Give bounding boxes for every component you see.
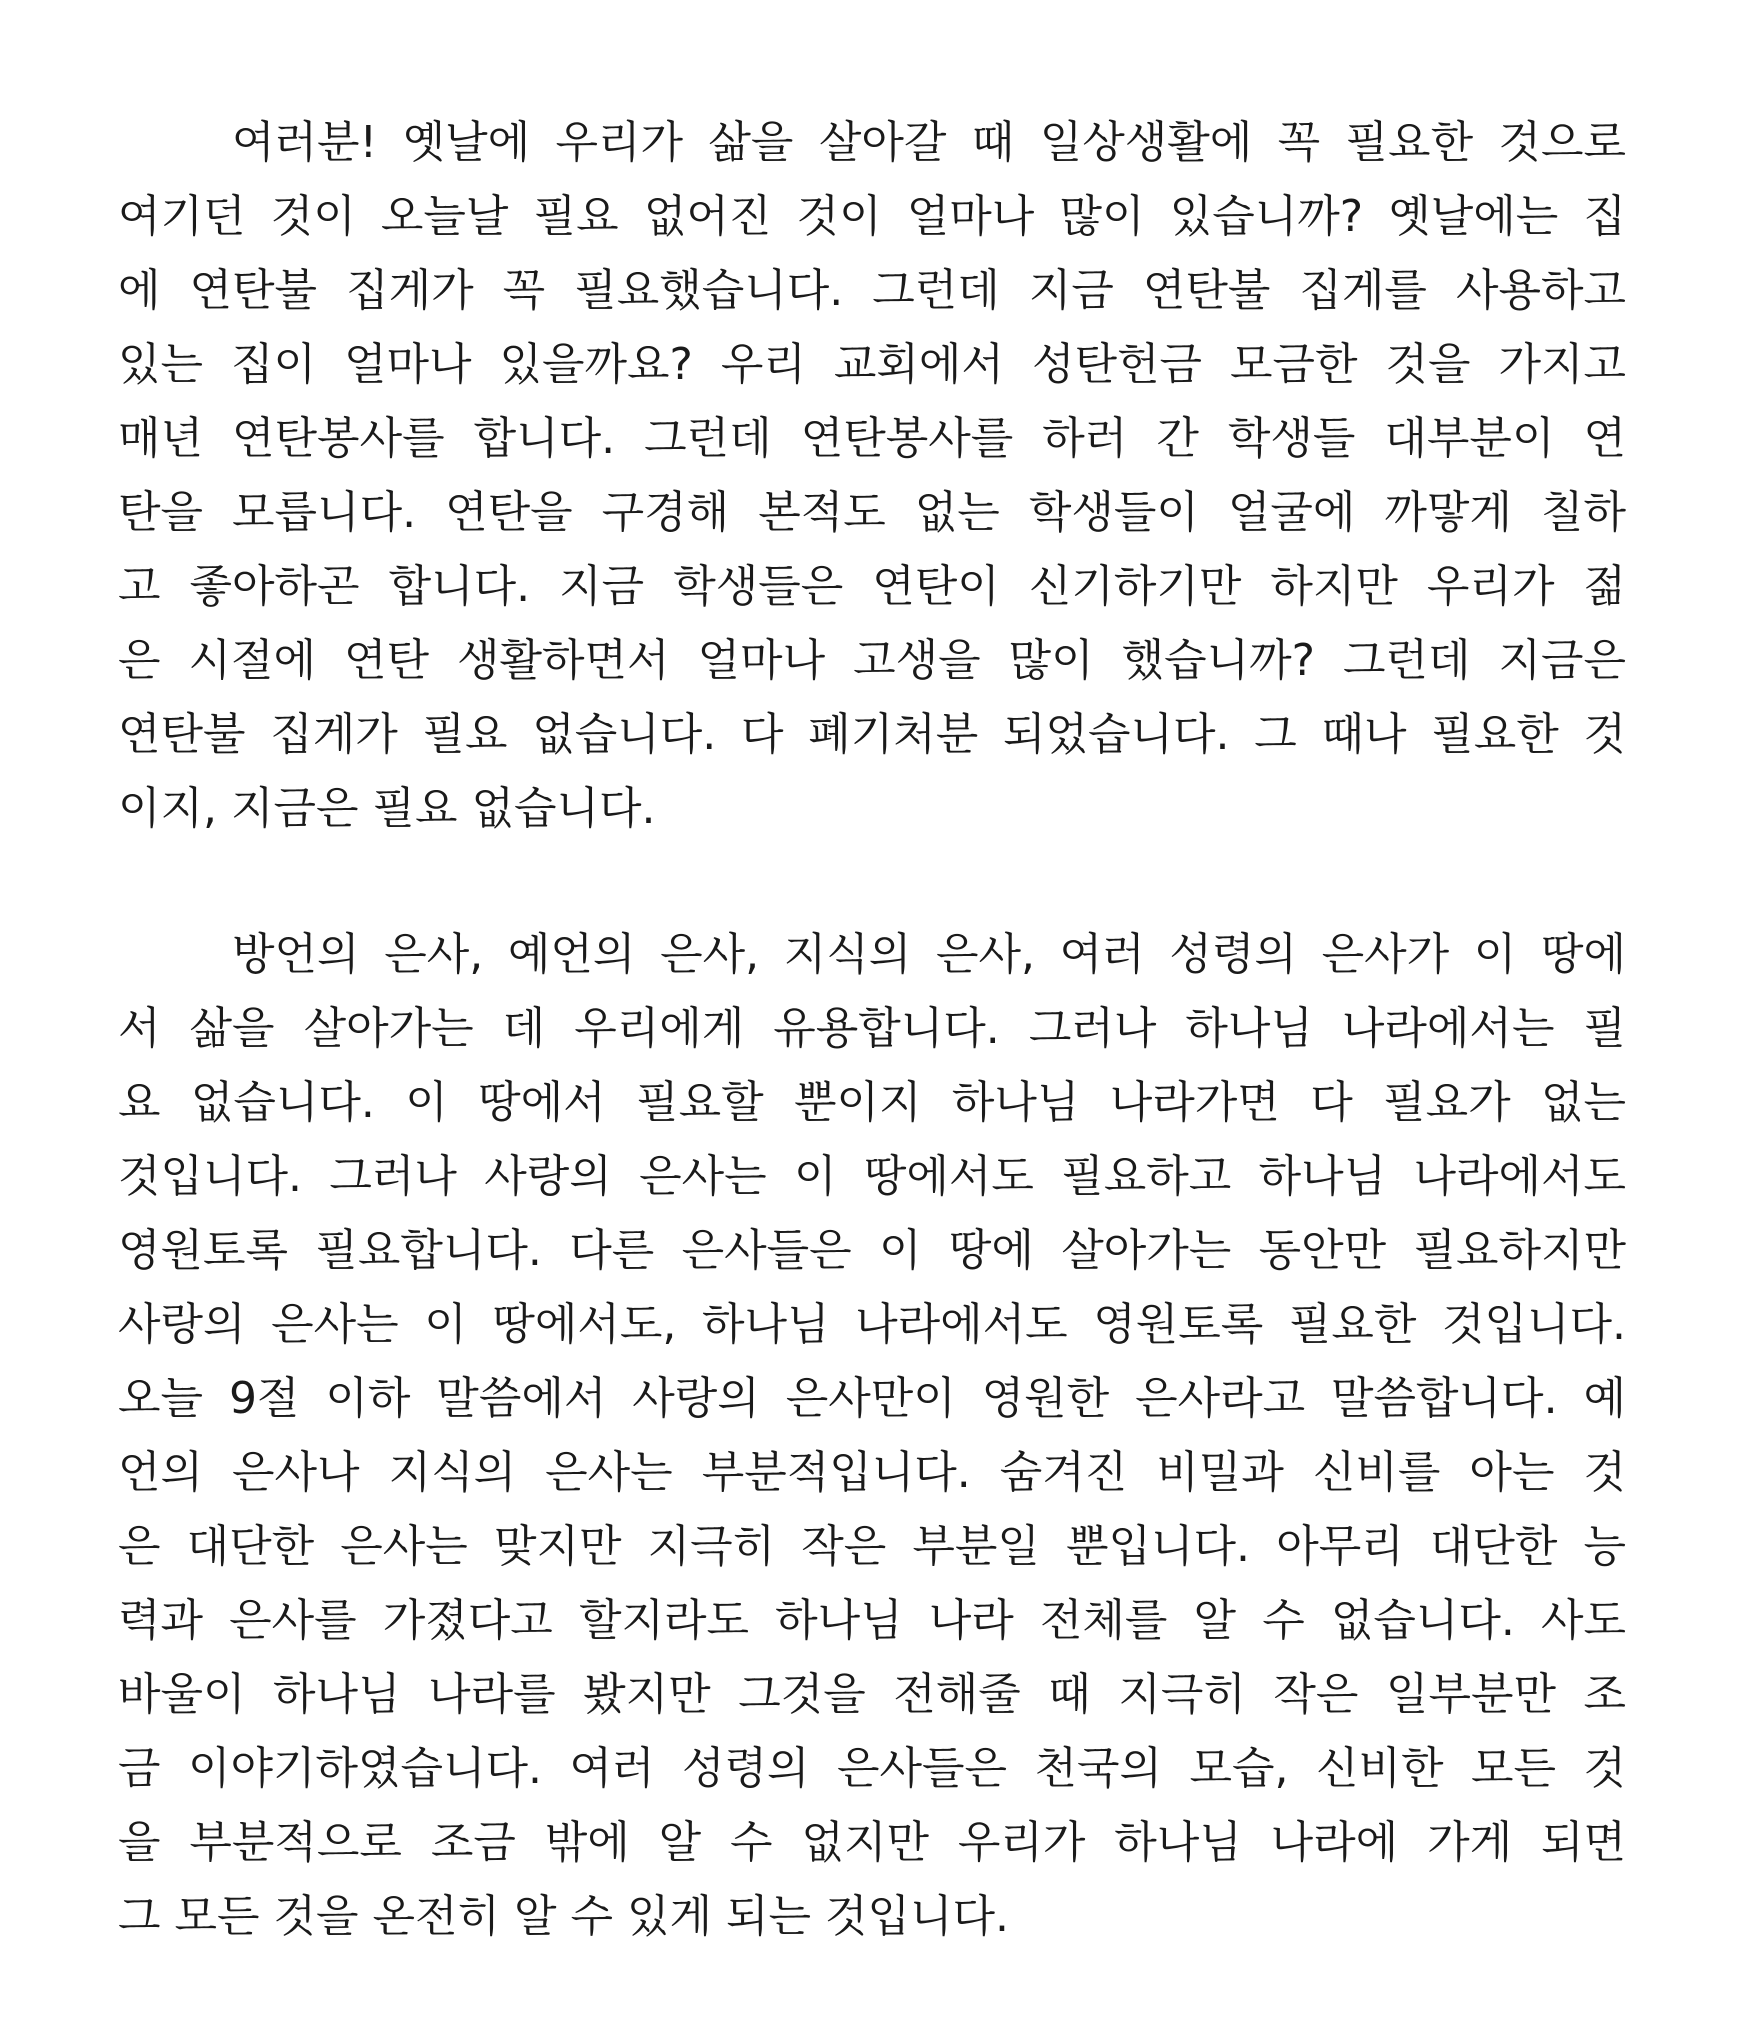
text-line: 탄을 모릅니다. 연탄을 구경해 본적도 없는 학생들이 얼굴에 까맣게 칠하 [118,487,1626,538]
text-line: 매년 연탄봉사를 합니다. 그런데 연탄봉사를 하러 간 학생들 대부분이 연 [118,413,1626,464]
text-line: 력과 은사를 가졌다고 할지라도 하나님 나라 전체를 알 수 없습니다. 사도 [118,1595,1626,1646]
text-line: 에 연탄불 집게가 꼭 필요했습니다. 그런데 지금 연탄불 집게를 사용하고 [118,265,1626,316]
paragraph-2 [118,918,1626,1954]
text-line: 요 없습니다. 이 땅에서 필요할 뿐이지 하나님 나라가면 다 필요가 없는 [118,1077,1626,1128]
text-line: 고 좋아하곤 합니다. 지금 학생들은 연탄이 신기하기만 하지만 우리가 젊 [118,561,1626,612]
text-line: 그 모든 것을 온전히 알 수 있게 되는 것입니다. [118,1891,1009,1942]
text-line: 방언의 은사, 예언의 은사, 지식의 은사, 여러 성령의 은사가 이 땅에 [232,929,1626,980]
text-line: 여러분! 옛날에 우리가 삶을 살아갈 때 일상생활에 꼭 필요한 것으로 [232,117,1626,168]
text-line: 은 대단한 은사는 맞지만 지극히 작은 부분일 뿐입니다. 아무리 대단한 능 [118,1521,1626,1572]
text-line: 금 이야기하였습니다. 여러 성령의 은사들은 천국의 모습, 신비한 모든 것 [118,1743,1626,1794]
text-line: 연탄불 집게가 필요 없습니다. 다 폐기처분 되었습니다. 그 때나 필요한 것 [118,709,1626,760]
text-line: 것입니다. 그러나 사랑의 은사는 이 땅에서도 필요하고 하나님 나라에서도 [118,1151,1626,1202]
text-line: 사랑의 은사는 이 땅에서도, 하나님 나라에서도 영원토록 필요한 것입니다. [118,1299,1626,1350]
text-line: 영원토록 필요합니다. 다른 은사들은 이 땅에 살아가는 동안만 필요하지만 [118,1225,1626,1276]
text-line: 오늘 9절 이하 말씀에서 사랑의 은사만이 영원한 은사라고 말씀합니다. 예 [118,1373,1626,1424]
text-line: 여기던 것이 오늘날 필요 없어진 것이 얼마나 많이 있습니까? 옛날에는 집 [118,191,1626,242]
text-line: 서 삶을 살아가는 데 우리에게 유용합니다. 그러나 하나님 나라에서는 필 [118,1003,1626,1054]
text-line: 언의 은사나 지식의 은사는 부분적입니다. 숨겨진 비밀과 신비를 아는 것 [118,1447,1626,1498]
paragraph-1 [118,106,1626,846]
text-line: 을 부분적으로 조금 밖에 알 수 없지만 우리가 하나님 나라에 가게 되면 [118,1817,1626,1868]
text-line: 은 시절에 연탄 생활하면서 얼마나 고생을 많이 했습니까? 그런데 지금은 [118,635,1626,686]
text-line: 이지, 지금은 필요 없습니다. [118,783,656,834]
text-line: 있는 집이 얼마나 있을까요? 우리 교회에서 성탄헌금 모금한 것을 가지고 [118,339,1626,390]
text-line: 바울이 하나님 나라를 봤지만 그것을 전해줄 때 지극히 작은 일부분만 조 [118,1669,1626,1720]
